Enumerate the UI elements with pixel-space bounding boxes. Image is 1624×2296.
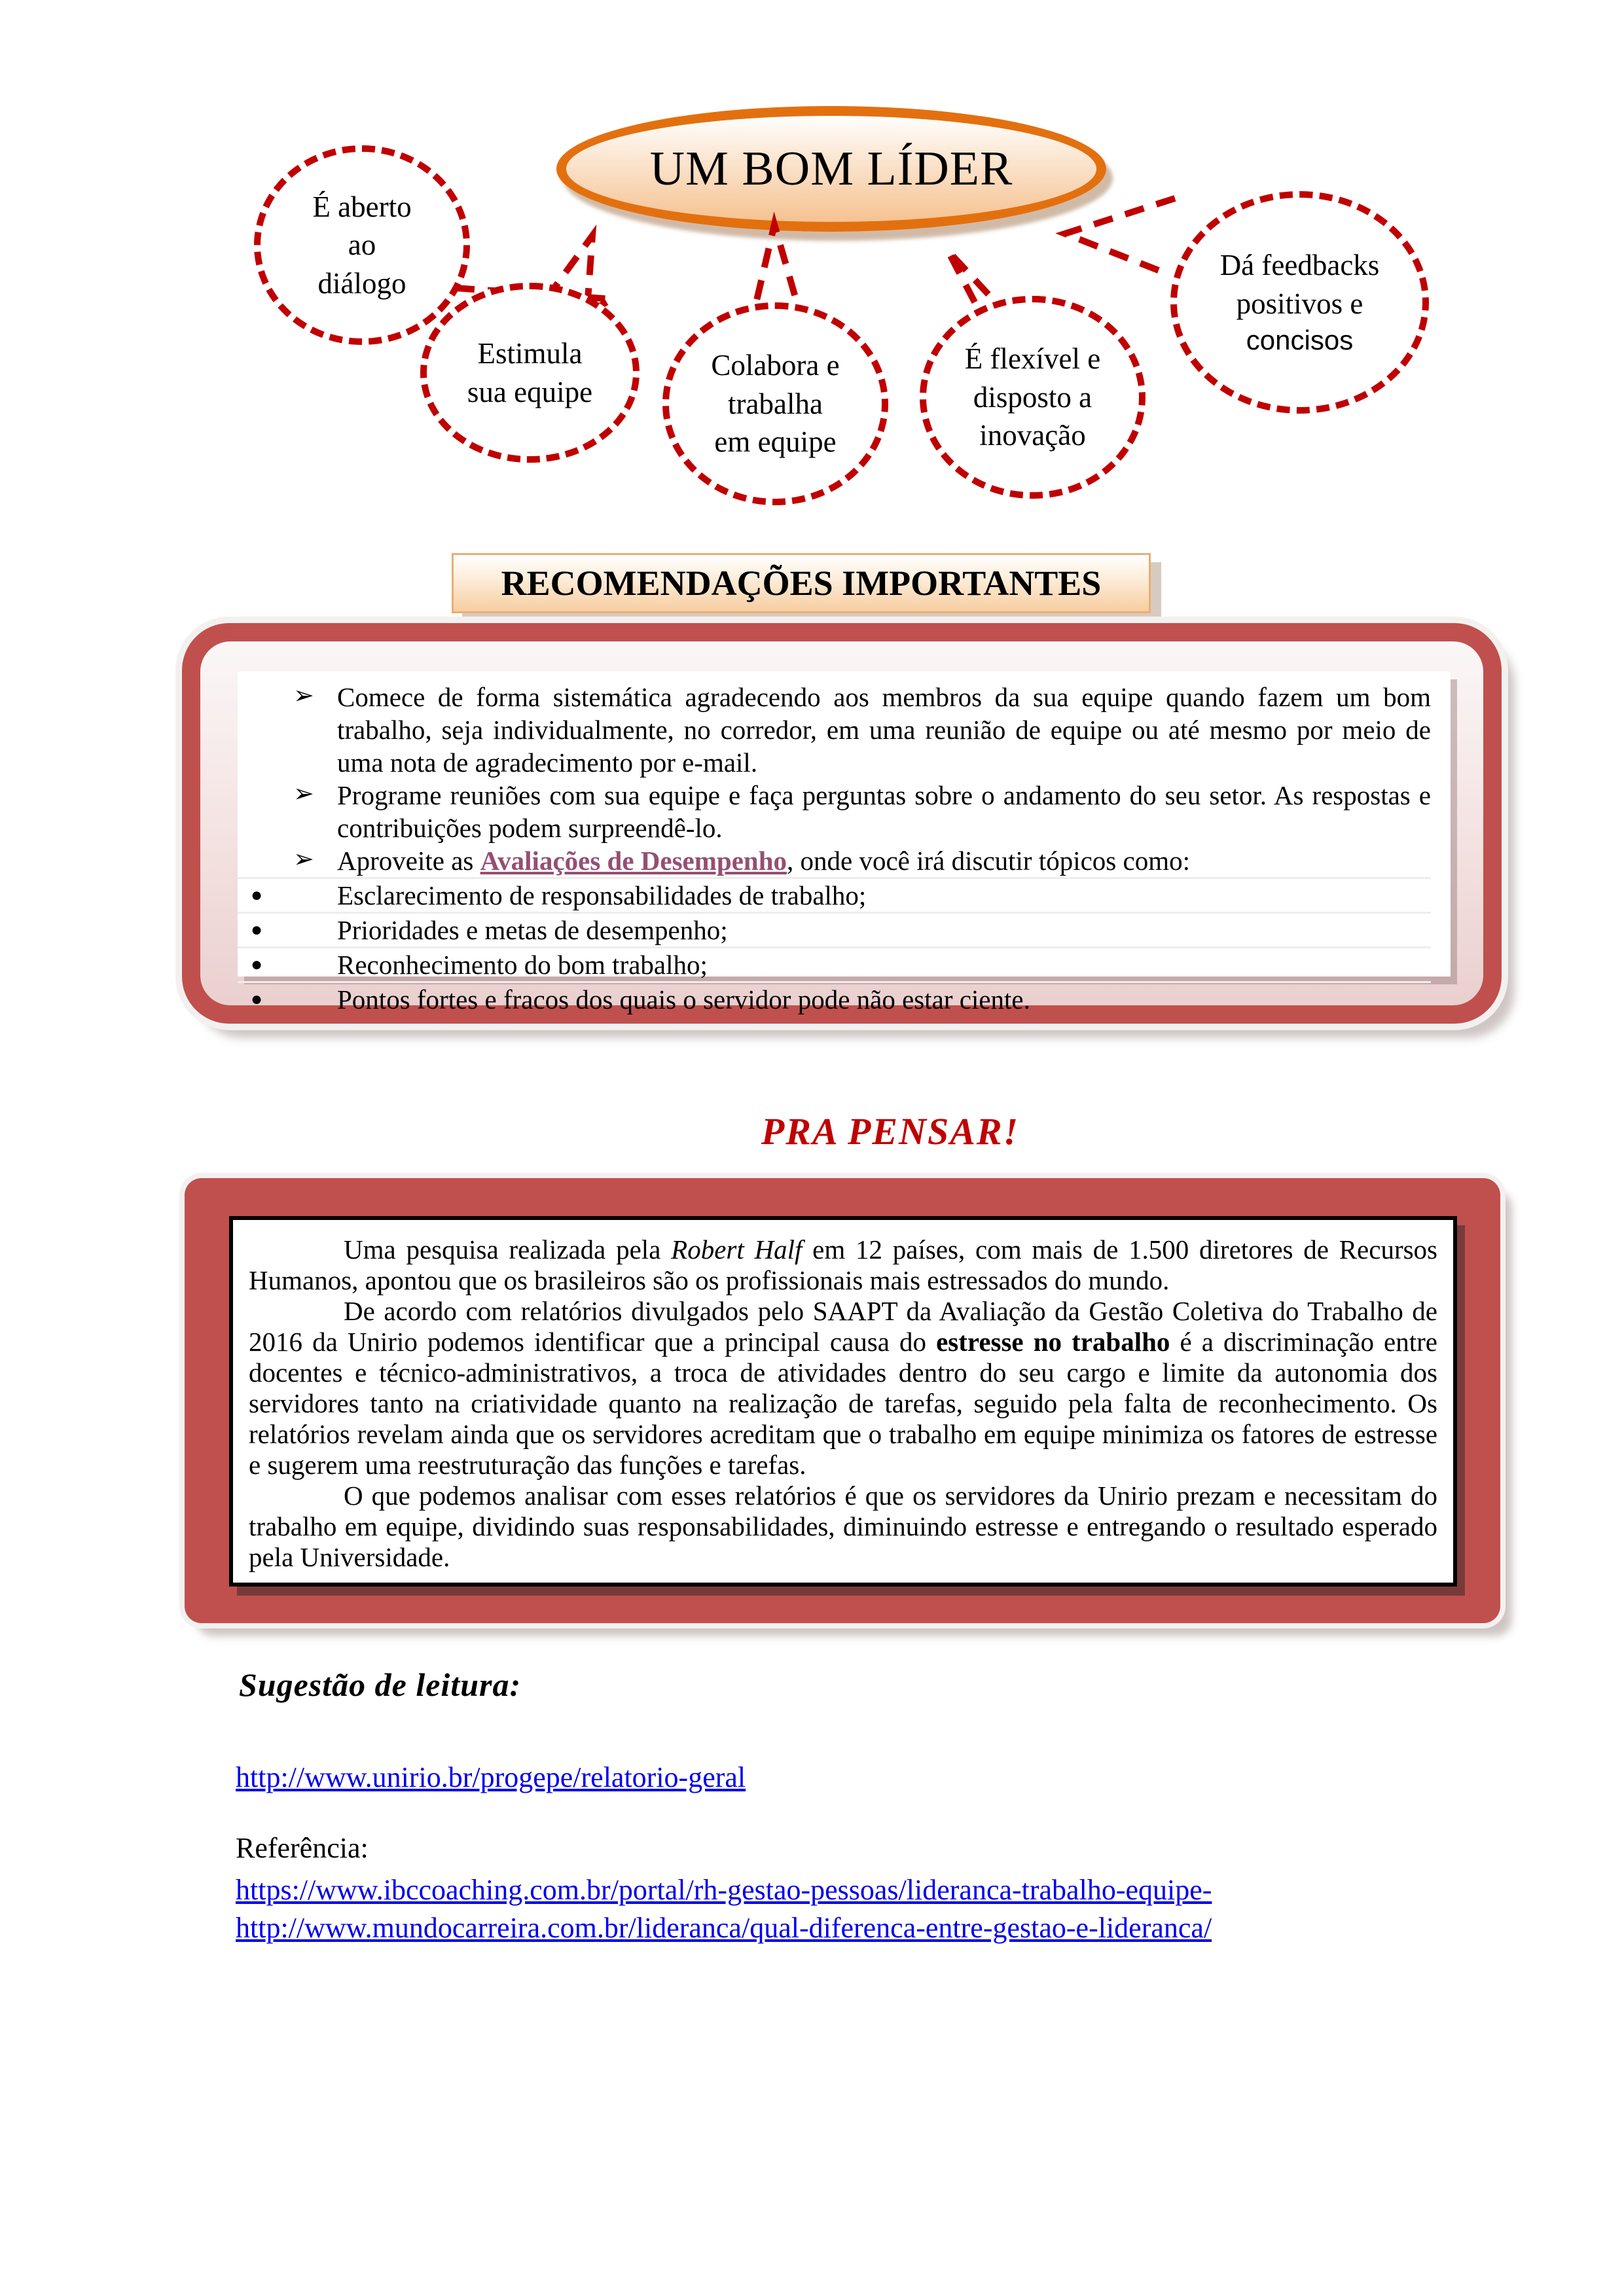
arrow-list-item — [238, 844, 1431, 877]
recommendations-box-content — [238, 672, 1451, 1014]
bubble-line: positivos e — [1236, 287, 1363, 320]
dot-bullet-icon: ● — [251, 988, 263, 1010]
dot-bullet-icon: ● — [251, 954, 263, 975]
title-ellipse — [556, 106, 1106, 232]
bullet-list-item — [238, 946, 1431, 981]
bullet-item-text: Pontos fortes e fracos dos quais o servidor pode não estar ciente. — [337, 984, 1030, 1014]
robert-half-italic: Robert Half — [671, 1234, 803, 1265]
speech-bubble-stimulates-team — [420, 283, 640, 463]
arrow-bullet-icon: ➢ — [293, 846, 314, 873]
paragraph-reports — [249, 1296, 1437, 1480]
bubble-line: inovação — [979, 419, 1086, 452]
dot-bullet-icon: ● — [251, 884, 263, 906]
unirio-report-link[interactable]: http://www.unirio.br/progepe/relatorio-geral — [236, 1761, 746, 1793]
bubble-line: ao — [348, 228, 376, 262]
speech-bubble-open-dialogue — [254, 145, 470, 345]
bubble-tail — [1057, 193, 1182, 278]
arrow-bullet-icon: ➢ — [293, 780, 314, 808]
avaliacoes-desempenho-link[interactable]: Avaliações de Desempenho — [480, 846, 787, 876]
pra-pensar-box — [185, 1178, 1500, 1623]
recommendations-header-label: RECOMENDAÇÕES IMPORTANTES — [501, 564, 1102, 603]
arrow-item-text: , onde você irá discutir tópicos como: — [787, 846, 1190, 876]
arrow-item-text: Programe reuniões com sua equipe e faça perguntas sobre o andamento do seu setor. As respostas e contribuições podem surpreendê-lo. — [337, 780, 1431, 843]
bullet-list-item — [238, 912, 1431, 946]
pra-pensar-text-box — [229, 1216, 1457, 1587]
recommendations-box — [182, 623, 1502, 1024]
bubble-line: É aberto — [312, 190, 412, 223]
speech-bubble-feedbacks — [1170, 191, 1429, 414]
estresse-bold: estresse no trabalho — [936, 1327, 1170, 1357]
arrow-list-item — [238, 779, 1431, 844]
arrow-list-item — [238, 681, 1431, 779]
bubble-line: É flexível e — [964, 342, 1101, 376]
paragraph-research — [249, 1234, 1437, 1296]
paragraph-text: é a discriminação entre docentes e técnico-administrativos, a troca de atividades dentro do seu cargo e limite da autonomia dos servidores tanto na criatividade quanto na realização de tarefas, seguido pela falta de reconhecimento. Os relatórios revelam ainda que os servidores acreditam que o trabalho em equipe minimiza os fatores de estresse e sugerem uma reestruturação das funções e tarefas. — [249, 1327, 1437, 1480]
arrow-item-text: Aproveite as — [337, 846, 480, 876]
speech-bubble-flexible — [920, 296, 1146, 499]
paragraph-text: Uma pesquisa realizada pela — [344, 1234, 672, 1265]
bubble-line: Estimula — [477, 337, 583, 370]
bubble-line: concisos — [1246, 325, 1354, 356]
paragraph-conclusion: O que podemos analisar com esses relatórios é que os servidores da Unirio prezam e necessitam do trabalho em equipe, dividindo suas responsabilidades, diminuindo estresse e entregando o resultado esperado pela Universidade. — [249, 1480, 1437, 1572]
paragraph-text: De acordo com relatórios divulgados pelo SAAPT da Avaliação da Gestão Coletiva do Trabalho de 2016 da Unirio podemos identificar que a principal causa do — [249, 1296, 1437, 1357]
recommendations-box-panel — [200, 641, 1483, 1014]
dot-bullet-icon: ● — [251, 919, 263, 941]
bullet-item-text: Prioridades e metas de desempenho; — [337, 915, 728, 945]
bubble-line: Dá feedbacks — [1219, 249, 1380, 282]
bubble-line: em equipe — [714, 425, 837, 459]
bubble-line: diálogo — [317, 266, 406, 300]
bubble-line: sua equipe — [467, 375, 593, 408]
ibccoaching-link[interactable]: https://www.ibccoaching.com.br/portal/rh-gestao-pessoas/lideranca-trabalho-equipe- — [236, 1874, 1212, 1906]
bubble-line: trabalha — [728, 387, 823, 420]
reference-label: Referência: — [236, 1832, 369, 1864]
bullet-item-text: Reconhecimento do bom trabalho; — [337, 950, 708, 980]
bullet-list-item — [238, 981, 1431, 1016]
bullet-item-text: Esclarecimento de responsabilidades de trabalho; — [337, 880, 867, 910]
pra-pensar-heading: PRA PENSAR! — [761, 1110, 1020, 1153]
arrow-item-text: Comece de forma sistemática agradecendo aos membros da sua equipe quando fazem um bom trabalho, seja individualmente, no corredor, em uma reunião de equipe ou até mesmo por meio de uma nota de agradecimento por e-mail. — [337, 682, 1431, 778]
speech-bubble-collaborates — [662, 302, 888, 505]
bubble-line: Colabora e — [711, 349, 840, 382]
page-title: UM BOM LÍDER — [649, 141, 1013, 196]
reading-suggestion-heading: Sugestão de leitura: — [239, 1666, 522, 1703]
recommendations-header — [452, 553, 1151, 613]
bubble-line: disposto a — [973, 380, 1092, 414]
mundocarreira-link[interactable]: http://www.mundocarreira.com.br/lideranca/qual-diferenca-entre-gestao-e-lideranca/ — [236, 1912, 1212, 1944]
paragraph-text: em 12 países, com mais de 1.500 diretores de Recursos Humanos, apontou que os brasileiros são os profissionais mais estressados do mundo. — [249, 1234, 1438, 1295]
arrow-bullet-icon: ➢ — [293, 682, 314, 709]
bullet-list-item — [238, 877, 1431, 912]
